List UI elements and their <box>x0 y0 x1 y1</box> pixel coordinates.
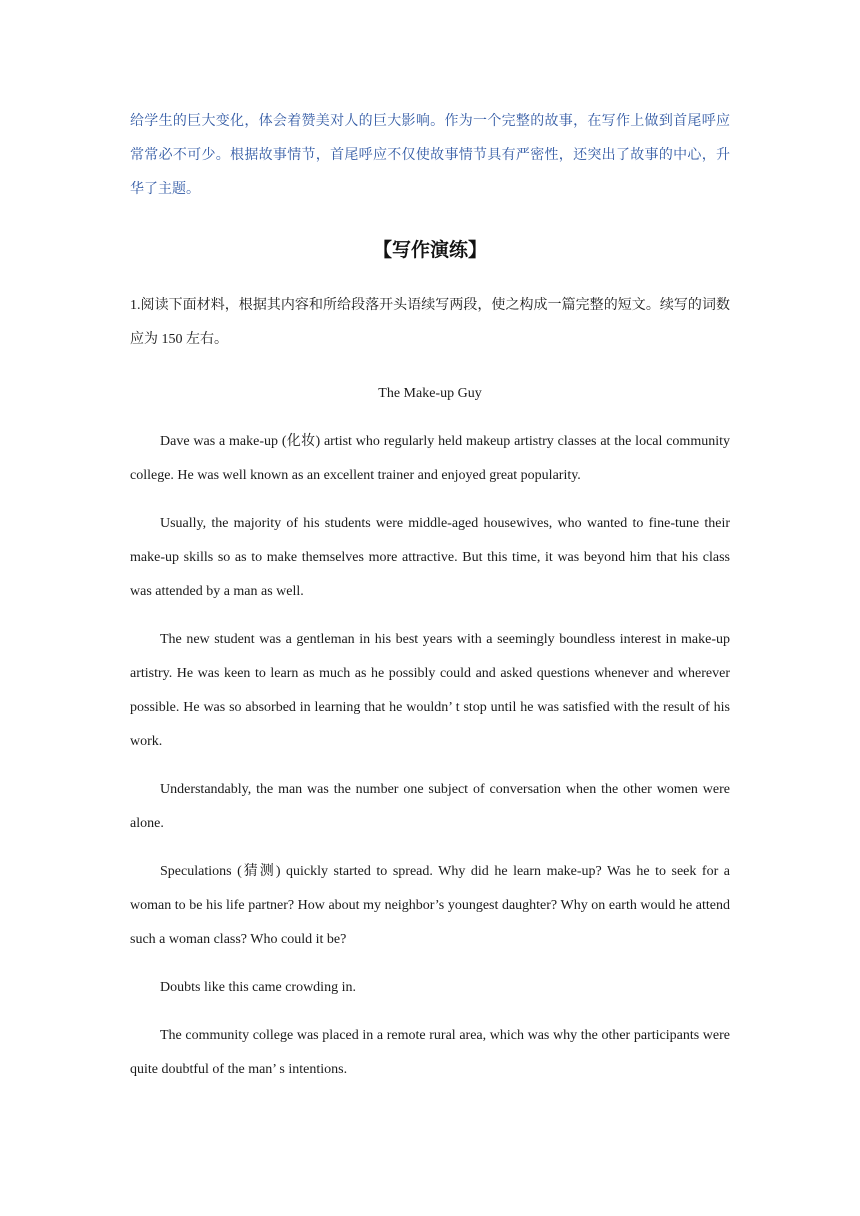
story-paragraph-6: Doubts like this came crowding in. <box>160 980 356 995</box>
intro-paragraph: 给学生的巨大变化，体会着赞美对人的巨大影响。作为一个完整的故事，在写作上做到首尾呼应常常必不可少。根据故事情节，首尾呼应不仅使故事情节具有严密性，还突出了故事的中心，升华了主题。 <box>130 114 730 197</box>
section-title: 【写作演练】 <box>372 239 487 261</box>
story-paragraph-7: The community college was placed in a remote rural area, which was why the other participants were quite doubtful of the man’ s intentions. <box>130 1028 730 1077</box>
document-page <box>130 105 730 1087</box>
story-title: The Make-up Guy <box>378 386 482 401</box>
story-paragraph-3: The new student was a gentleman in his best years with a seemingly boundless interest in make-up artistry. He was keen to learn as much as he possibly could and asked questions whenever and wherever possible. He was so absorbed in learning that he wouldn’ t stop until he was satisfied with the result of his work. <box>130 632 730 749</box>
task-instruction: 1.阅读下面材料，根据其内容和所给段落开头语续写两段，使之构成一篇完整的短文。续写的词数应为 150 左右。 <box>130 298 730 347</box>
story-paragraph-4: Understandably, the man was the number one subject of conversation when the other women were alone. <box>130 782 730 831</box>
story-paragraph-5: Speculations (猜测) quickly started to spread. Why did he learn make-up? Was he to seek for a woman to be his life partner? How about my neighbor’s youngest daughter? Why on earth would he attend such a woman class? Who could it be? <box>130 864 730 947</box>
story-paragraph-2: Usually, the majority of his students were middle-aged housewives, who wanted to fine-tune their make-up skills so as to make themselves more attractive. But this time, it was beyond him that his class was attended by a man as well. <box>130 516 730 599</box>
story-paragraph-1: Dave was a make-up (化妆) artist who regularly held makeup artistry classes at the local community college. He was well known as an excellent trainer and enjoyed great popularity. <box>130 434 730 483</box>
